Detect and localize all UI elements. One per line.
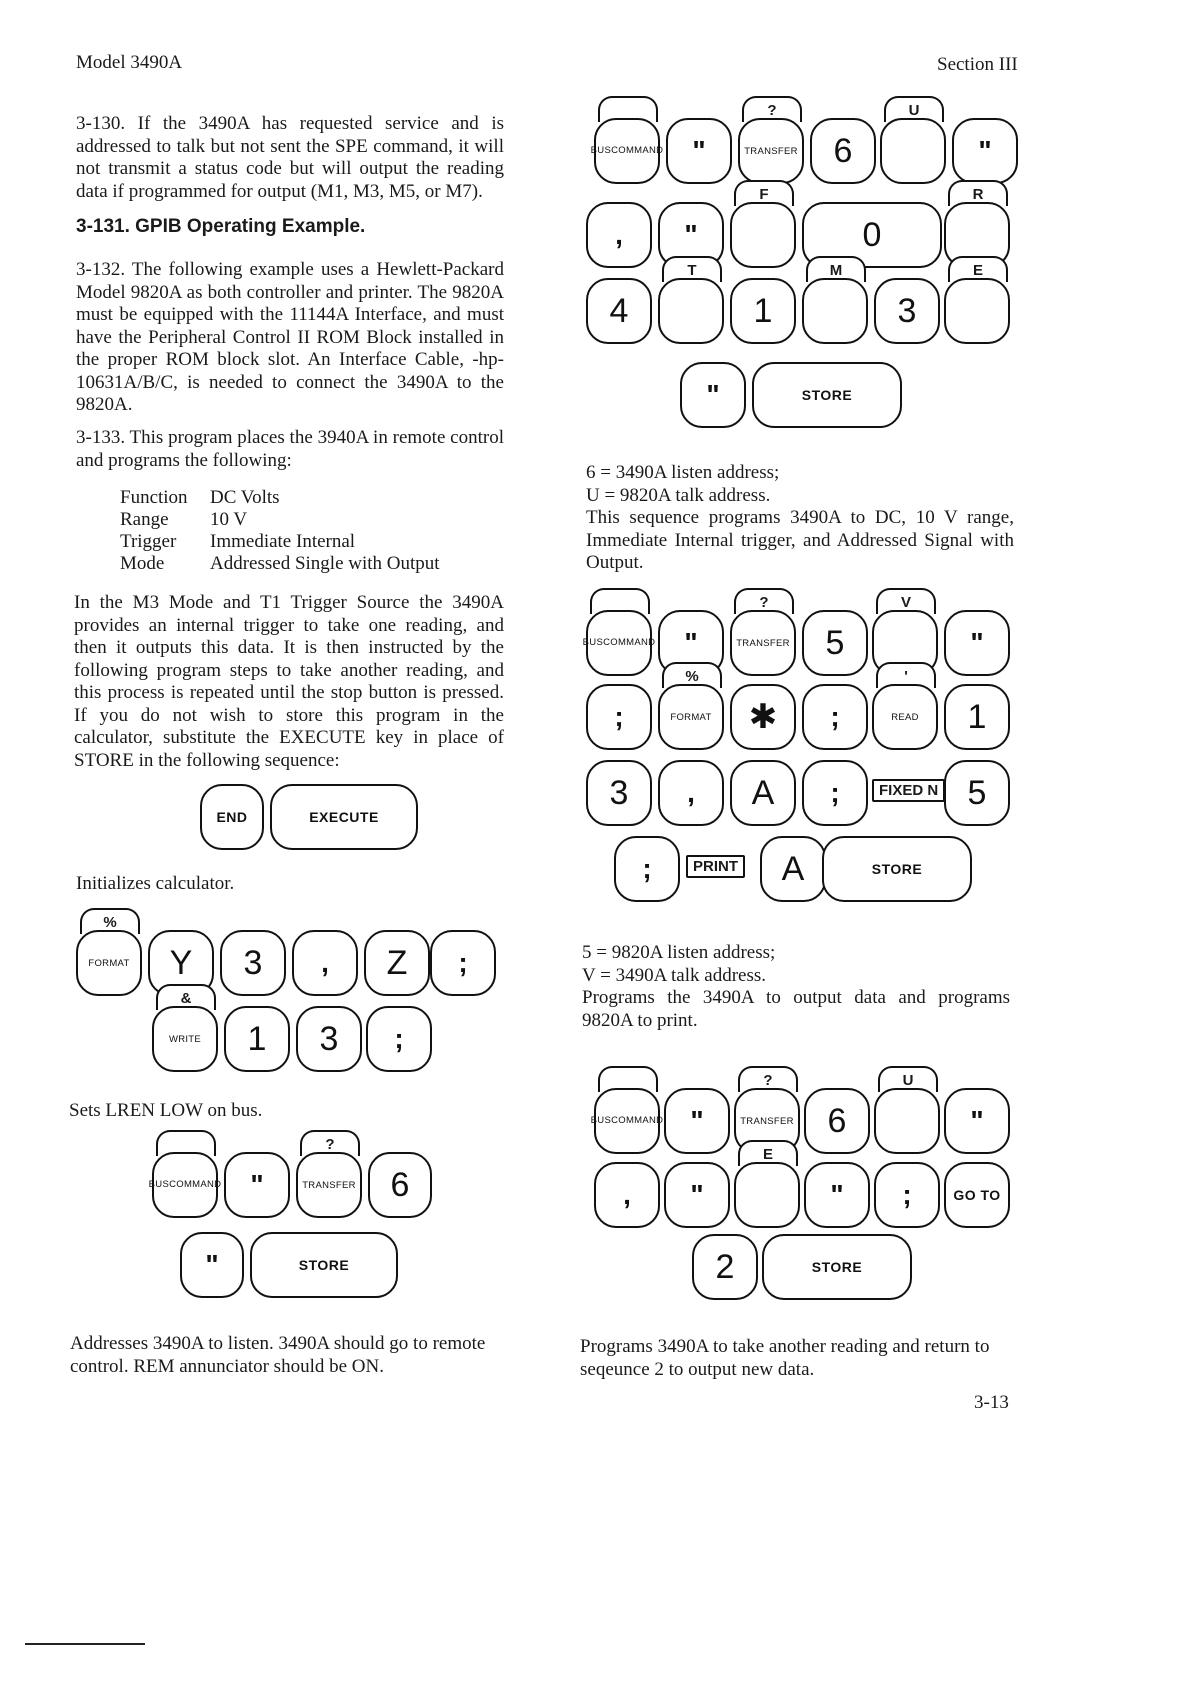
key-comma: , — [586, 202, 652, 268]
key-semicolon: ; — [614, 836, 680, 902]
key-semicolon: ; — [586, 684, 652, 750]
key-shift-percent: % — [80, 908, 140, 934]
key-semicolon: ; — [802, 760, 868, 826]
spec-row — [120, 509, 440, 531]
key-3: 3 — [220, 930, 286, 996]
key-end: END — [200, 784, 264, 850]
spec-key: Trigger — [120, 531, 177, 552]
key-quote: " — [658, 202, 724, 268]
key-shift-t: T — [662, 256, 722, 282]
spec-key: Function — [120, 487, 188, 508]
key-comma: , — [292, 930, 358, 996]
spec-value: 10 V — [210, 509, 248, 530]
key-e — [944, 278, 1010, 344]
key-5: 5 — [802, 610, 868, 676]
key-shift-m: M — [806, 256, 866, 282]
key-print: PRINT — [686, 858, 745, 876]
footer-rule — [25, 1643, 145, 1645]
key-shift-e: E — [738, 1140, 798, 1166]
key-quote: " — [180, 1232, 244, 1298]
key-semicolon: ; — [874, 1162, 940, 1228]
key-semicolon: ; — [802, 684, 868, 750]
key-shift-f: F — [734, 180, 794, 206]
key-3: 3 — [874, 278, 940, 344]
note-block-3: Programs 3490A to take another reading and return to seqeunce 2 to output new data. — [580, 1336, 990, 1380]
key-quote: " — [804, 1162, 870, 1228]
key-shift-question: ? — [738, 1066, 798, 1092]
key-shift-tick: ' — [876, 662, 936, 688]
key-format: FORMAT — [76, 930, 142, 996]
key-comma: , — [594, 1162, 660, 1228]
key-6: 6 — [810, 118, 876, 184]
key-4: 4 — [586, 278, 652, 344]
spec-value: Addressed Single with Output — [210, 553, 440, 574]
paragraph-m3-mode: In the M3 Mode and T1 Trigger Source the 3490A provides an internal trigger to take one reading, and then it outputs this data. It is then instructed by the following program steps to take another reading, and this process is repeated until the stop button is pressed. If you do not wish to store this program in the calculator, substitute the EXECUTE key in place of STORE in the following sequence: — [74, 592, 504, 771]
key-transfer: TRANSFER — [296, 1152, 362, 1218]
page-number: 3-13 — [974, 1392, 1009, 1413]
header-model: Model 3490A — [76, 52, 183, 73]
key-semicolon: ; — [430, 930, 496, 996]
key-shift-r: R — [948, 180, 1008, 206]
key-execute: EXECUTE — [270, 784, 418, 850]
key-quote: " — [952, 118, 1018, 184]
caption-lren: Sets LREN LOW on bus. — [69, 1100, 263, 1121]
key-read: READ — [872, 684, 938, 750]
header-section: Section III — [937, 54, 1018, 75]
paragraph-3-133: 3-133. This program places the 3940A in remote control and programs the following: — [76, 427, 504, 471]
key-quote: " — [658, 610, 724, 676]
key-quote: " — [680, 362, 746, 428]
spec-row — [120, 531, 440, 553]
key-t — [658, 278, 724, 344]
note-line: 5 = 9820A listen address; — [582, 942, 776, 963]
key-shift-question: ? — [742, 96, 802, 122]
key-bus-command: BUS COMMAND — [594, 1088, 660, 1154]
key-row-execute — [200, 762, 420, 852]
key-m — [802, 278, 868, 344]
key-z: Z — [364, 930, 430, 996]
note-line: V = 3490A talk address. — [582, 964, 766, 986]
note-line: 6 = 3490A listen address; — [586, 462, 780, 483]
key-row-r1 — [590, 96, 1018, 186]
spec-row — [120, 553, 440, 575]
key-6: 6 — [368, 1152, 432, 1218]
key-1: 1 — [944, 684, 1010, 750]
key-semicolon: ; — [366, 1006, 432, 1072]
key-goto: GO TO — [944, 1162, 1010, 1228]
key-row-r11 — [692, 1212, 914, 1302]
key-shift-amp: & — [156, 984, 216, 1010]
section-heading: 3-131. GPIB Operating Example. — [76, 216, 366, 237]
key-fixed-n: FIXED N — [872, 782, 945, 800]
paragraph-3-130: 3-130. If the 3490A has requested service and is addressed to talk but not sent the SPE command, it will not transmit a status code but will output the reading data if programmed for output (M1, M3, M5, or M7). — [76, 113, 504, 202]
key-shift-question: ? — [734, 588, 794, 614]
spec-value: DC Volts — [210, 487, 280, 508]
key-3: 3 — [296, 1006, 362, 1072]
key-y: Y — [148, 930, 214, 996]
key-shift-e: E — [948, 256, 1008, 282]
key-5: 5 — [944, 760, 1010, 826]
spec-table — [120, 487, 440, 575]
key-format: FORMAT — [658, 684, 724, 750]
paragraph-3-132: 3-132. The following example uses a Hewlett-Packard Model 9820A as both controller and printer. The 9820A must be equipped with the 11144A Interface, and must have the Peripheral Control II ROM Block installed in the proper ROM block slot. An Interface Cable, -hp- 10631A/B/C, is needed to connect the 3490A to the 9820A. — [76, 259, 504, 415]
key-store: STORE — [250, 1232, 398, 1298]
key-comma: , — [658, 760, 724, 826]
note-block-2 — [582, 942, 1010, 1032]
key-bus-command: BUS COMMAND — [586, 610, 652, 676]
key-quote: " — [944, 1088, 1010, 1154]
key-a: A — [760, 836, 826, 902]
note-line: U = 9820A talk address. — [586, 484, 771, 506]
key-bus-command: BUS COMMAND — [594, 118, 660, 184]
key-quote: " — [664, 1162, 730, 1228]
key-row-r4 — [680, 340, 904, 430]
key-write: WRITE — [152, 1006, 218, 1072]
key-6: 6 — [804, 1088, 870, 1154]
key-quote: " — [666, 118, 732, 184]
key-row-r8 — [614, 814, 974, 904]
key-store: STORE — [752, 362, 902, 428]
key-bus-command: BUS COMMAND — [152, 1152, 218, 1218]
key-quote: " — [944, 610, 1010, 676]
caption-addresses: Addresses 3490A to listen. 3490A should go to remote control. REM annunciator should be ON. — [70, 1333, 486, 1377]
key-row-write — [152, 984, 432, 1074]
key-row-bus-command-left — [148, 1130, 432, 1220]
key-quote: " — [224, 1152, 290, 1218]
key-2: 2 — [692, 1234, 758, 1300]
key-0: 0 — [802, 202, 942, 268]
key-multiply: ✱ — [730, 684, 796, 750]
key-transfer: TRANSFER — [734, 1088, 800, 1154]
key-shift-u: U — [884, 96, 944, 122]
key-shift-question: ? — [300, 1130, 360, 1156]
note-block-1 — [586, 462, 1014, 575]
key-transfer: TRANSFER — [738, 118, 804, 184]
key-store: STORE — [822, 836, 972, 902]
key-transfer: TRANSFER — [730, 610, 796, 676]
key-row-r3 — [586, 256, 1010, 346]
key-1: 1 — [224, 1006, 290, 1072]
key-shift-percent: % — [662, 662, 722, 688]
key-quote: " — [664, 1088, 730, 1154]
note-line: Programs the 3490A to output data and programs 9820A to print. — [582, 987, 1010, 1031]
key-a: A — [730, 760, 796, 826]
spec-row — [120, 487, 440, 509]
caption-initializes: Initializes calculator. — [76, 873, 235, 894]
key-u — [880, 118, 946, 184]
key-3: 3 — [586, 760, 652, 826]
key-1: 1 — [730, 278, 796, 344]
note-line: This sequence programs 3490A to DC, 10 V range, Immediate Internal trigger, and Addressed Signal with Output. — [586, 507, 1014, 573]
key-shift-v: V — [876, 588, 936, 614]
spec-key: Mode — [120, 553, 165, 574]
key-row-store-left — [180, 1210, 400, 1300]
key-store: STORE — [762, 1234, 912, 1300]
spec-key: Range — [120, 509, 169, 530]
key-shift-u: U — [878, 1066, 938, 1092]
spec-value: Immediate Internal — [210, 531, 356, 552]
